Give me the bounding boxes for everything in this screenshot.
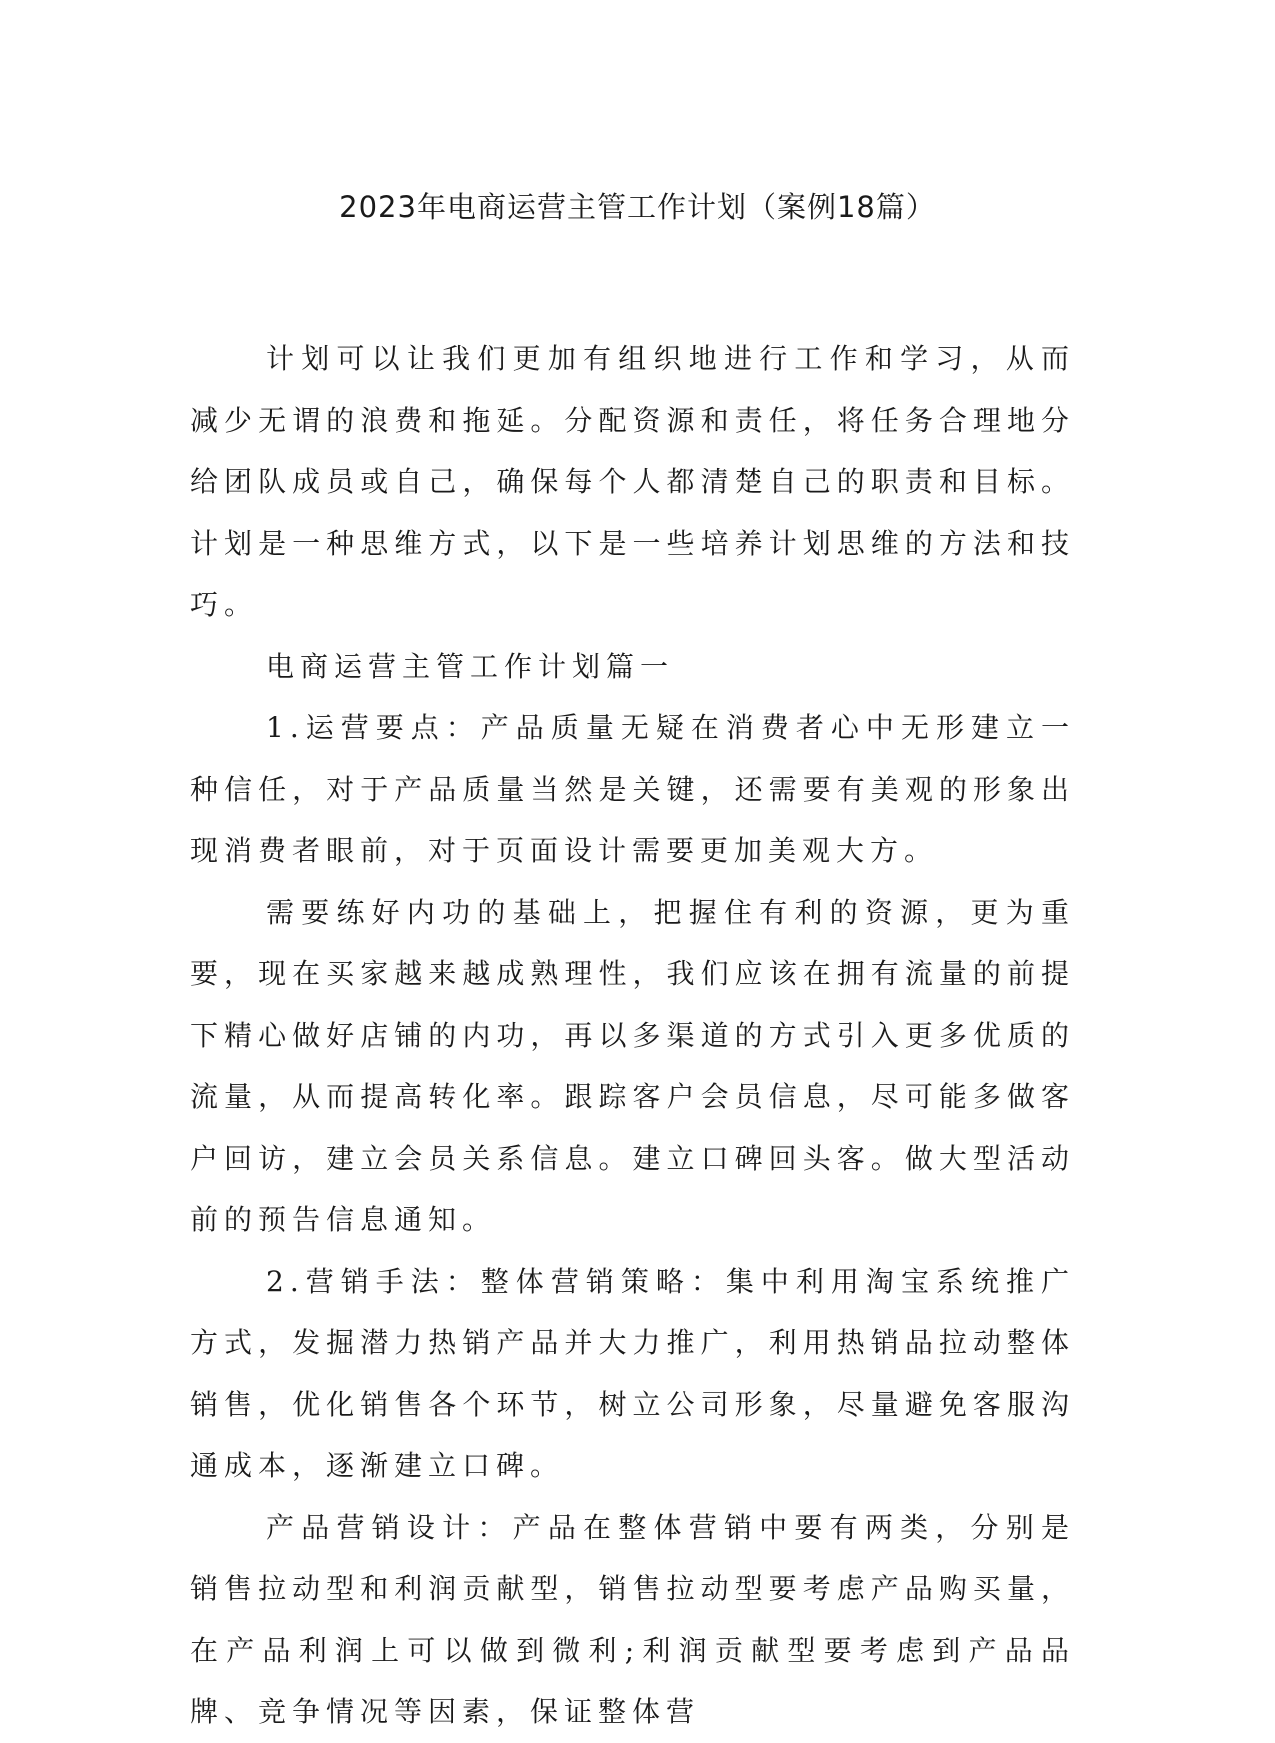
- document-body: [190, 328, 1075, 1743]
- paragraph-intro: 计划可以让我们更加有组织地进行工作和学习，从而减少无谓的浪费和拖延。分配资源和责任，将任务合理地分给团队成员或自己，确保每个人都清楚自己的职责和目标。计划是一种思维方式，以下是一些培养计划思维的方法和技巧。: [190, 342, 1075, 621]
- paragraph-marketing-methods: 2.营销手法：整体营销策略：集中利用淘宝系统推广方式，发掘潜力热销产品并大力推广，利用热销品拉动整体销售，优化销售各个环节，树立公司形象，尽量避免客服沟通成本，逐渐建立口碑。: [190, 1264, 1075, 1482]
- paragraph-internal-skills: 需要练好内功的基础上，把握住有利的资源，更为重要，现在买家越来越成熟理性，我们应该在拥有流量的前提下精心做好店铺的内功，再以多渠道的方式引入更多优质的流量，从而提高转化率。跟踪客户会员信息，尽可能多做客户回访，建立会员关系信息。建立口碑回头客。做大型活动前的预告信息通知。: [190, 895, 1075, 1236]
- section-heading: 电商运营主管工作计划篇一: [266, 649, 675, 683]
- paragraph-operation-points: 1.运营要点：产品质量无疑在消费者心中无形建立一种信任，对于产品质量当然是关键，还需要有美观的形象出现消费者眼前，对于页面设计需要更加美观大方。: [190, 711, 1075, 867]
- paragraph-product-marketing: 产品营销设计：产品在整体营销中要有两类，分别是销售拉动型和利润贡献型，销售拉动型要考虑产品购买量，在产品利润上可以做到微利;利润贡献型要考虑到产品品牌、竞争情况等因素，保证整体营: [190, 1510, 1075, 1728]
- document-title: 2023年电商运营主管工作计划（案例18篇）: [339, 190, 936, 224]
